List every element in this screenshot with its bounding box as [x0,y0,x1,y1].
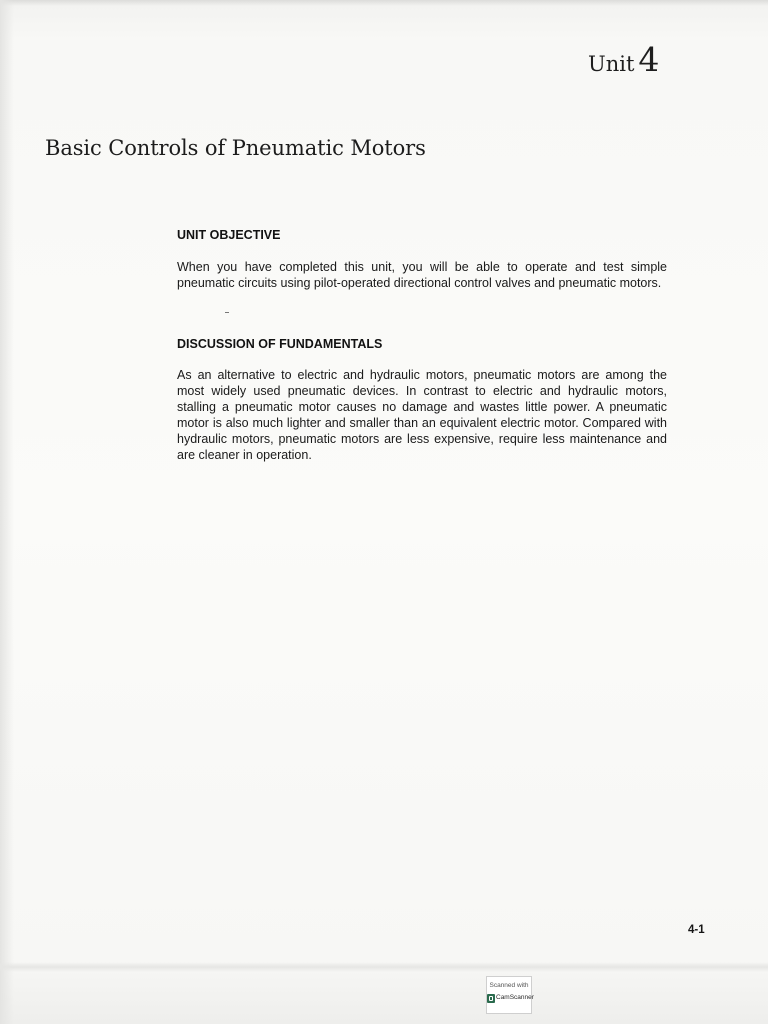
scan-speck [225,312,229,313]
scanner-watermark [486,976,532,1014]
watermark-caption: Scanned with [489,982,529,989]
scan-shadow-top [0,0,768,6]
watermark-brand-row [487,993,534,1003]
section-body-unit-objective: When you have completed this unit, you will be able to operate and test simple pneumatic circuits using pilot-operated directional control valves and pneumatic motors. [177,260,667,290]
page-title: Basic Controls of Pneumatic Motors [45,136,426,160]
section-heading-discussion-of-fundamentals: DISCUSSION OF FUNDAMENTALS [177,337,383,351]
watermark-brand: CamScanner [496,994,534,1001]
scan-shadow-left [0,0,14,1024]
camscanner-logo-icon [487,994,495,1003]
unit-number: 4 [638,40,660,79]
section-body-discussion-of-fundamentals: As an alternative to electric and hydraulic motors, pneumatic motors are among the most widely used pneumatic devices. In contrast to electric and hydraulic motors, stalling a pneumatic motor causes no damage and wastes little power. A pneumatic motor is also much lighter and smaller than an equivalent electric motor. Compared with hydraulic motors, pneumatic motors are less expensive, require less maintenance and are cleaner in operation. [177,368,667,462]
page-number: 4-1 [688,924,705,936]
section-heading-unit-objective: UNIT OBJECTIVE [177,228,281,242]
unit-heading [588,40,659,79]
scan-shadow-bottom [0,962,768,972]
unit-label: Unit [588,52,635,76]
